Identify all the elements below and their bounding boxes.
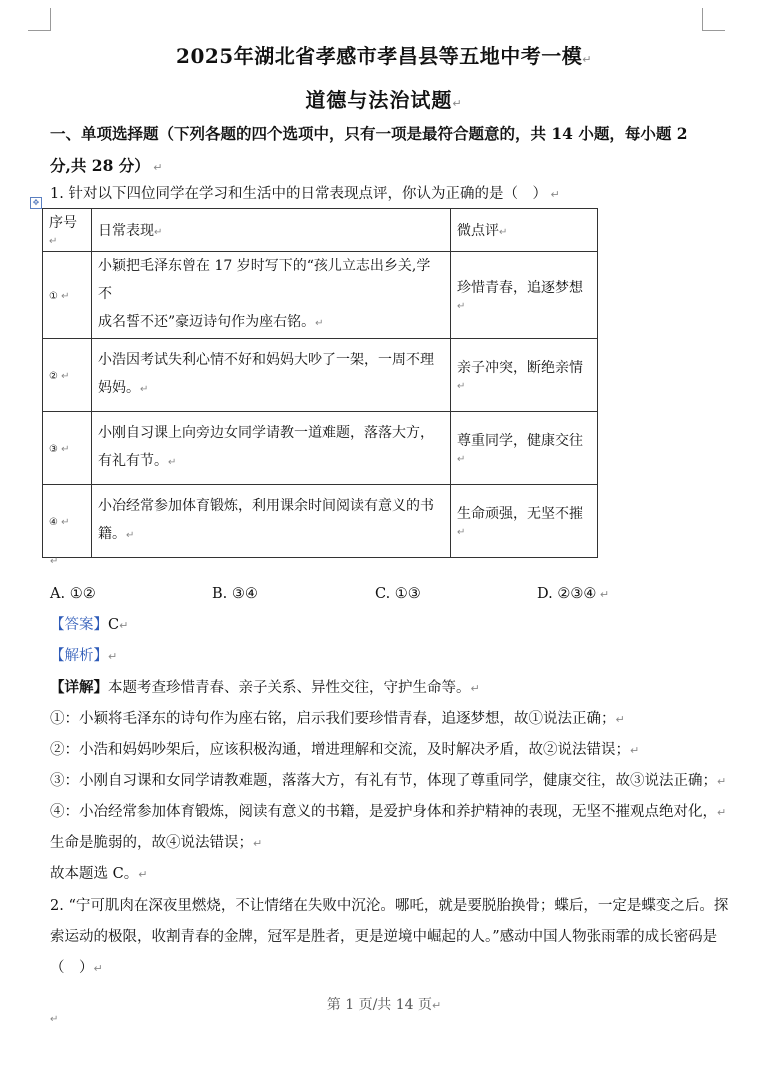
row-number: ④ ↵ — [43, 485, 92, 558]
row-behavior: 小浩因考试失利心情不好和妈妈大吵了一架，一周不理 妈妈。↵ — [92, 339, 451, 412]
table-header-row — [43, 209, 598, 252]
question-2-line: 2. “宁可肌肉在深夜里燃烧，不让情绪在失败中沉沦。哪吒，就是要脱胎换骨；蝶后，一定是蝶变之后。探 — [50, 898, 729, 914]
analysis-line: ④：小冶经常参加体育锻炼，阅读有意义的书籍，是爱护身体和养护精神的表现，无坚不摧观点绝对化，↵ — [50, 804, 727, 820]
paragraph-mark: ↵ — [50, 1014, 59, 1025]
analysis-line: 生命是脆弱的，故④说法错误；↵ — [50, 835, 263, 851]
table-row — [43, 412, 598, 485]
analysis-heading: 【解析】↵ — [50, 648, 118, 664]
answer-line: 【答案】C↵ — [50, 617, 129, 633]
table-row — [43, 339, 598, 412]
option-c: C. ①③ — [375, 586, 421, 602]
conclusion-line: 故本题选 C。↵ — [50, 866, 148, 882]
row-comment: 珍惜青春，追逐梦想↵ — [451, 252, 598, 339]
analysis-line: ③：小刚自习课和女同学请教难题，落落大方，有礼有节，体现了尊重同学，健康交往，故③说法正确；↵ — [50, 773, 727, 789]
analysis-line: ②：小浩和妈妈吵架后，应该积极沟通，增进理解和交流，及时解决矛盾，故②说法错误；↵ — [50, 742, 640, 758]
section-heading: 一、单项选择题（下列各题的四个选项中，只有一项是最符合题意的，共 14 小题，每小题 2 分,共 28 分） ↵ — [50, 124, 688, 175]
row-behavior: 小刚自习课上向旁边女同学请教一道难题，落落大方， 有礼有节。↵ — [92, 412, 451, 485]
option-a: A. ①② — [50, 586, 96, 602]
table-row — [43, 485, 598, 558]
row-number: ③ ↵ — [43, 412, 92, 485]
crop-mark-top-left — [28, 8, 51, 31]
row-behavior: 小冶经常参加体育锻炼，利用课余时间阅读有意义的书 籍。↵ — [92, 485, 451, 558]
option-b: B. ③④ — [212, 586, 258, 602]
header-no: 序号↵ — [43, 209, 92, 252]
paragraph-mark: ↵ — [50, 556, 59, 567]
detail-line: 【详解】本题考查珍惜青春、亲子关系、异性交往，守护生命等。↵ — [50, 679, 480, 696]
row-comment: 亲子冲突，断绝亲情↵ — [451, 339, 598, 412]
row-comment: 尊重同学，健康交往↵ — [451, 412, 598, 485]
analysis-line: ①：小颖将毛泽东的诗句作为座右铭，启示我们要珍惜青春，追逐梦想，故①说法正确；↵ — [50, 711, 625, 727]
question-2-line: 索运动的极限，收割青春的金牌，冠军是胜者，更是逆境中崛起的人。”感动中国人物张雨霏的成长密码是 — [50, 929, 718, 945]
row-behavior: 小颖把毛泽东曾在 17 岁时写下的“孩儿立志出乡关,学不 成名誓不还”豪迈诗句作为座右铭。↵ — [92, 252, 451, 339]
crop-mark-top-right — [702, 8, 725, 31]
row-comment: 生命顽强，无坚不摧↵ — [451, 485, 598, 558]
row-number: ① ↵ — [43, 252, 92, 339]
question-1-stem: 1. 针对以下四位同学在学习和生活中的日常表现点评，你认为正确的是（ ） ↵ — [50, 186, 560, 202]
header-comment: 微点评↵ — [451, 209, 598, 252]
option-d: D. ②③④ ↵ — [537, 586, 610, 602]
document-subtitle: 道德与法治试题↵ — [305, 88, 463, 112]
table-row — [43, 252, 598, 339]
evaluation-table — [42, 208, 598, 558]
table-move-handle-icon[interactable]: ✥ — [30, 197, 42, 209]
document-title: 2025年湖北省孝感市孝昌县等五地中考一模↵ — [176, 44, 592, 68]
page-footer: 第 1 页/共 14 页↵ — [326, 997, 442, 1013]
header-behavior: 日常表现↵ — [92, 209, 451, 252]
question-2-line: （ ）↵ — [50, 960, 103, 976]
row-number: ② ↵ — [43, 339, 92, 412]
